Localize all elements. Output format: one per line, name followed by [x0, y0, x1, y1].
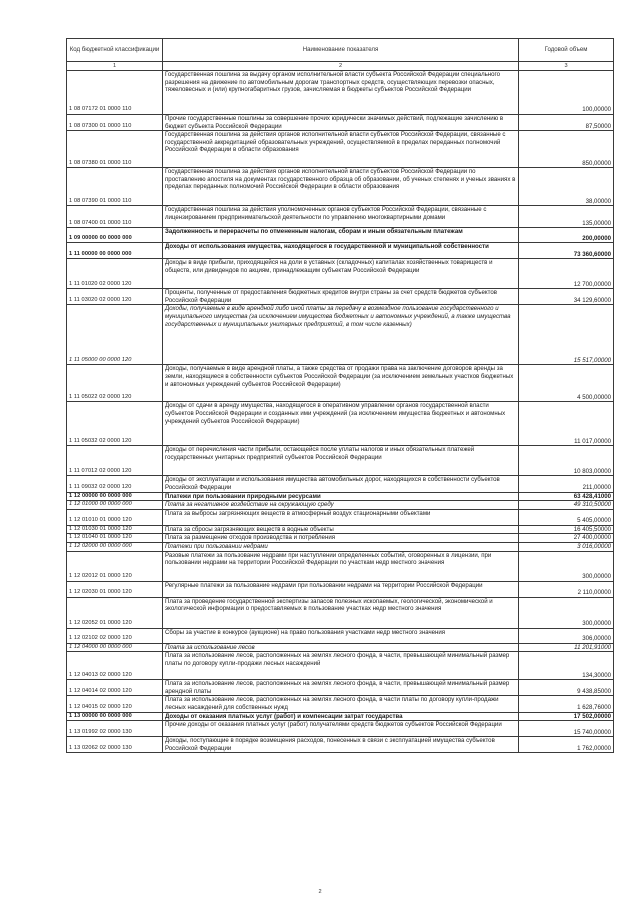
indicator-name-cell: Плата за проведение государственной экспертизы запасов полезных ископаемых, геологической, экономической и экологической информации о предоставляемых в пользование участках недр местного значения: [163, 597, 519, 628]
indicator-name-cell: Проценты, полученные от предоставления бюджетных кредитов внутри страны за счет средств бюджетов субъектов Российской Федерации: [163, 289, 519, 305]
table-row: [67, 168, 614, 206]
budget-code-cell: 1 12 02030 01 0000 120: [67, 581, 163, 597]
budget-code-cell: 1 12 04000 00 0000 000: [67, 643, 163, 652]
indicator-name-cell: Регулярные платежи за пользование недрами при пользовании недрами на территории Российской Федерации: [163, 581, 519, 597]
annual-amount-cell: 11 017,00000: [519, 402, 614, 446]
budget-code-cell: 1 08 07380 01 0000 110: [67, 131, 163, 168]
table-row: [67, 597, 614, 628]
page-number: 2: [318, 889, 322, 895]
annual-amount-cell: 1 628,76000: [519, 696, 614, 712]
table-row: [67, 228, 614, 243]
table-row: [67, 542, 614, 551]
indicator-name-cell: Плата за использование лесов, расположенных на землях лесного фонда, в части, превышающей минимальный размер арендной платы: [163, 680, 519, 696]
indicator-name-cell: Прочие доходы от оказания платных услуг (работ) получателями средств бюджетов субъектов Российской Федерации: [163, 721, 519, 737]
annual-amount-cell: 135,00000: [519, 206, 614, 228]
indicator-name-cell: Плата за выбросы загрязняющих веществ в атмосферный воздух стационарными объектами: [163, 509, 519, 525]
budget-code-cell: 1 13 00000 00 0000 000: [67, 712, 163, 721]
indicator-name-cell: Плата за использование лесов, расположенных на землях лесного фонда, в части платы по договору купли-продажи лесных насаждений для собственных нужд: [163, 696, 519, 712]
table-row: [67, 628, 614, 643]
annual-amount-cell: 10 803,00000: [519, 446, 614, 476]
indicator-name-cell: Доходы от сдачи в аренду имущества, находящегося в оперативном управлении органов государственной власти субъектов Российской Федерации и созданных ими учреждений (за исключением имущества бюджетных и автономных учреждений субъектов Российской Федерации): [163, 402, 519, 446]
annual-amount-cell: 73 360,60000: [519, 243, 614, 259]
table-row: [67, 501, 614, 510]
indicator-name-cell: Доходы от перечисления части прибыли, остающейся после уплаты налогов и иных обязательных платежей государственных унитарных предприятий субъектов Российской Федерации: [163, 446, 519, 476]
budget-code-cell: 1 11 07012 02 0000 120: [67, 446, 163, 476]
annual-amount-cell: 306,00000: [519, 628, 614, 643]
budget-code-cell: 1 12 00000 00 0000 000: [67, 492, 163, 501]
table-row: [67, 525, 614, 534]
budget-code-cell: 1 12 04015 02 0000 120: [67, 696, 163, 712]
annual-amount-cell: 100,00000: [519, 71, 614, 115]
indicator-name-cell: Плата за размещение отходов производства и потребления: [163, 534, 519, 543]
table-row: [67, 446, 614, 476]
budget-code-cell: 1 08 07390 01 0000 110: [67, 168, 163, 206]
annual-amount-cell: 3 016,00000: [519, 542, 614, 551]
annual-amount-cell: 9 438,85000: [519, 680, 614, 696]
annual-amount-cell: 4 500,00000: [519, 365, 614, 402]
header-name: Наименование показателя: [163, 39, 519, 62]
budget-code-cell: 1 13 02062 02 0000 130: [67, 737, 163, 753]
table-row: [67, 206, 614, 228]
budget-code-cell: 1 11 05000 00 0000 120: [67, 305, 163, 365]
budget-code-cell: 1 11 09032 02 0000 120: [67, 476, 163, 492]
indicator-name-cell: Плата за негативное воздействие на окружающую среду: [163, 501, 519, 510]
annual-amount-cell: 63 428,41000: [519, 492, 614, 501]
annual-amount-cell: 850,00000: [519, 131, 614, 168]
indicator-name-cell: Доходы от оказания платных услуг (работ) и компенсации затрат государства: [163, 712, 519, 721]
indicator-name-cell: Доходы от использования имущества, находящегося в государственной и муниципальной собственности: [163, 243, 519, 259]
indicator-name-cell: Сборы за участие в конкурсе (аукционе) на право пользования участками недр местного значения: [163, 628, 519, 643]
indicator-name-cell: Разовые платежи за пользование недрами при наступлении определенных событий, оговоренных в лицензии, при пользовании недрами на территории Российской Федерации по участкам недр местного значения: [163, 551, 519, 581]
table-row: [67, 652, 614, 680]
indicator-name-cell: Плата за сбросы загрязняющих веществ в водные объекты: [163, 525, 519, 534]
table-row: [67, 259, 614, 289]
table-row: [67, 581, 614, 597]
budget-code-cell: 1 12 01000 00 0000 000: [67, 501, 163, 510]
annual-amount-cell: 5 405,00000: [519, 509, 614, 525]
indicator-name-cell: Доходы в виде прибыли, приходящейся на доли в уставных (складочных) капиталах хозяйственных товариществ и обществ, или дивидендов по акциям, принадлежащим субъектам Российской Федерации: [163, 259, 519, 289]
table-row: [67, 365, 614, 402]
annual-amount-cell: 16 405,50000: [519, 525, 614, 534]
budget-code-cell: 1 12 04014 02 0000 120: [67, 680, 163, 696]
annual-amount-cell: 211,00000: [519, 476, 614, 492]
annual-amount-cell: 1 762,00000: [519, 737, 614, 753]
header-num-code: 1: [67, 62, 163, 71]
indicator-name-cell: Платежи при пользовании недрами: [163, 542, 519, 551]
annual-amount-cell: 15 740,00000: [519, 721, 614, 737]
table-row: [67, 737, 614, 753]
budget-code-cell: 1 08 07172 01 0000 110: [67, 71, 163, 115]
table-row: [67, 243, 614, 259]
annual-amount-cell: 87,50000: [519, 115, 614, 131]
indicator-name-cell: Плата за использование лесов, расположенных на землях лесного фонда, в части, превышающей минимальный размер платы по договору купли-продажи лесных насаждений: [163, 652, 519, 680]
budget-code-cell: 1 12 02102 02 0000 120: [67, 628, 163, 643]
table-row: [67, 551, 614, 581]
table-row: [67, 289, 614, 305]
annual-amount-cell: 300,00000: [519, 597, 614, 628]
indicator-name-cell: Доходы, получаемые в виде арендной либо иной платы за передачу в возмездное пользование государственного и муниципального имущества (за исключением имущества бюджетных и автономных учреждений, а также имущества государственных и муниципальных унитарных предприятий, в том числе казенных): [163, 305, 519, 365]
header-num-amount: 3: [519, 62, 614, 71]
header-num-name: 2: [163, 62, 519, 71]
table-row: [67, 509, 614, 525]
budget-code-cell: 1 12 02052 01 0000 120: [67, 597, 163, 628]
table-row: [67, 476, 614, 492]
annual-amount-cell: 200,00000: [519, 228, 614, 243]
table-row: [67, 402, 614, 446]
table-row: [67, 721, 614, 737]
table-row: [67, 115, 614, 131]
table-row: [67, 305, 614, 365]
budget-code-cell: 1 12 02012 01 0000 120: [67, 551, 163, 581]
annual-amount-cell: 49 310,50000: [519, 501, 614, 510]
budget-code-cell: 1 11 05022 02 0000 120: [67, 365, 163, 402]
annual-amount-cell: 11 201,91000: [519, 643, 614, 652]
budget-code-cell: 1 08 07300 01 0000 110: [67, 115, 163, 131]
budget-code-cell: 1 11 00000 00 0000 000: [67, 243, 163, 259]
table-row: [67, 534, 614, 543]
table-row: [67, 492, 614, 501]
annual-amount-cell: 34 129,60000: [519, 289, 614, 305]
table-row: [67, 131, 614, 168]
table-row: [67, 712, 614, 721]
table-row: [67, 696, 614, 712]
indicator-name-cell: Государственная пошлина за выдачу органом исполнительной власти субъекта Российской Федерации специального разрешения на движение по автомобильным дорогам транспортных средств, осуществляющих перевозки опасных, тяжеловесных и (или) крупногабаритных грузов, зачисляемая в бюджеты субъектов Российской Федерации: [163, 71, 519, 115]
budget-code-cell: 1 12 01010 01 0000 120: [67, 509, 163, 525]
indicator-name-cell: Государственная пошлина за действия органов исполнительной власти субъектов Российской Федерации, связанные с государственной аккредитацией образовательных учреждений, осуществляемой в пределах переданных полномочий Российской Федерации в области образования: [163, 131, 519, 168]
header-code: Код бюджетной классификации: [67, 39, 163, 62]
table-row: [67, 643, 614, 652]
indicator-name-cell: Доходы, получаемые в виде арендной платы, а также средства от продажи права на заключение договоров аренды за земли, находящиеся в собственности субъектов Российской Федерации (за исключением земельных участков бюджетных и автономных учреждений субъектов Российской Федерации): [163, 365, 519, 402]
budget-code-cell: 1 12 01030 01 0000 120: [67, 525, 163, 534]
budget-code-cell: 1 11 01020 02 0000 120: [67, 259, 163, 289]
table-header: [67, 39, 614, 71]
indicator-name-cell: Государственная пошлина за действия уполномоченных органов субъектов Российской Федерации, связанные с лицензированием предпринимательской деятельности по управлению многоквартирными домами: [163, 206, 519, 228]
budget-code-cell: 1 08 07400 01 0000 110: [67, 206, 163, 228]
annual-amount-cell: 27 400,00000: [519, 534, 614, 543]
budget-code-cell: 1 12 04013 02 0000 120: [67, 652, 163, 680]
header-amount: Годовой объем: [519, 39, 614, 62]
indicator-name-cell: Доходы от эксплуатации и использования имущества автомобильных дорог, находящихся в собственности субъектов Российской Федерации: [163, 476, 519, 492]
budget-code-cell: 1 11 03020 02 0000 120: [67, 289, 163, 305]
annual-amount-cell: 38,00000: [519, 168, 614, 206]
budget-code-cell: 1 13 01992 02 0000 130: [67, 721, 163, 737]
indicator-name-cell: Государственная пошлина за действия органов исполнительной власти субъектов Российской Федерации по проставлению апостиля на документах государственного образца об образовании, об ученых степенях и ученых званиях в пределах переданных полномочий Российской Федерации в области образования: [163, 168, 519, 206]
budget-code-cell: 1 09 00000 00 0000 000: [67, 228, 163, 243]
annual-amount-cell: 17 502,00000: [519, 712, 614, 721]
indicator-name-cell: Платежи при пользовании природными ресурсами: [163, 492, 519, 501]
revenue-table-sheet: [66, 38, 613, 753]
revenue-table: [66, 38, 614, 753]
budget-code-cell: 1 12 01040 01 0000 120: [67, 534, 163, 543]
indicator-name-cell: Доходы, поступающие в порядке возмещения расходов, понесенных в связи с эксплуатацией имущества субъектов Российской Федерации: [163, 737, 519, 753]
indicator-name-cell: Задолженность и перерасчеты по отмененным налогам, сборам и иным обязательным платежам: [163, 228, 519, 243]
indicator-name-cell: Прочие государственные пошлины за совершение прочих юридически значимых действий, подлежащие зачислению в бюджет субъекта Российской Федерации: [163, 115, 519, 131]
budget-code-cell: 1 11 05032 02 0000 120: [67, 402, 163, 446]
annual-amount-cell: 15 517,00000: [519, 305, 614, 365]
annual-amount-cell: 134,30000: [519, 652, 614, 680]
annual-amount-cell: 300,00000: [519, 551, 614, 581]
budget-code-cell: 1 12 02000 00 0000 000: [67, 542, 163, 551]
annual-amount-cell: 12 700,00000: [519, 259, 614, 289]
indicator-name-cell: Плата за использование лесов: [163, 643, 519, 652]
table-row: [67, 71, 614, 115]
annual-amount-cell: 2 110,00000: [519, 581, 614, 597]
table-body: [67, 71, 614, 753]
table-row: [67, 680, 614, 696]
